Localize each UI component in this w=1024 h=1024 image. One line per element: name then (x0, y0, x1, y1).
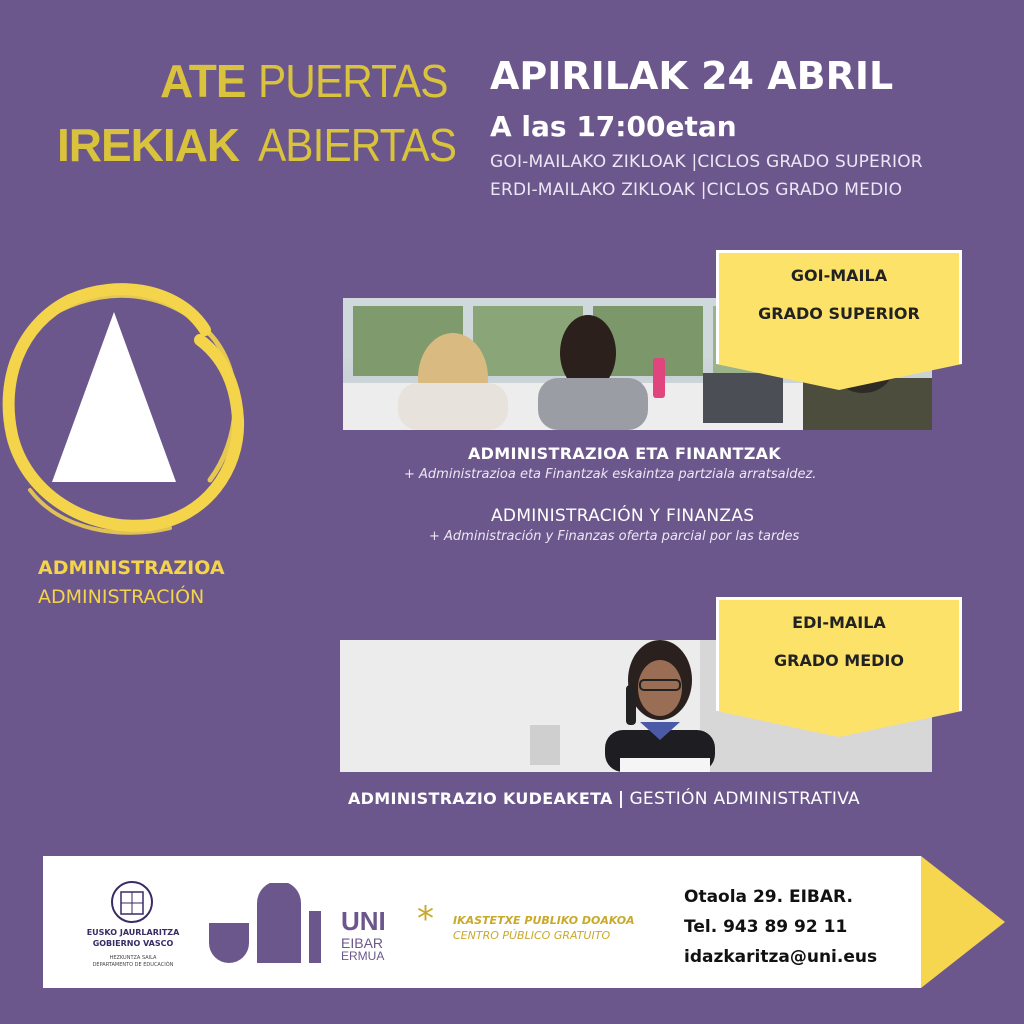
uni-city1: EIBAR (341, 935, 384, 951)
brand-abiertas: ABIERTAS (258, 119, 457, 171)
medio-title-es: GESTIÓN ADMINISTRATIVA (629, 789, 860, 809)
free-school-es: CENTRO PÚBLICO GRATUITO (453, 929, 611, 942)
footer-arrow-icon (921, 856, 1005, 988)
badge-medio-line2: GRADO MEDIO (774, 651, 904, 670)
superior-title-eu: ADMINISTRAZIOA ETA FINANTZAK (468, 444, 782, 463)
contact-phone[interactable]: Tel. 943 89 92 11 (684, 917, 848, 937)
badge-superior-tip (716, 364, 962, 390)
gov-line2: GOBIERNO VASCO (92, 939, 174, 948)
contact-email[interactable]: idazkaritza@uni.eus (684, 947, 878, 967)
brand-puertas: PUERTAS (258, 55, 448, 107)
event-date: APIRILAK 24 ABRIL (490, 54, 894, 98)
cycle-medio-label: ERDI-MAILAKO ZIKLOAK |CICLOS GRADO MEDIO (490, 180, 903, 200)
free-school-eu: IKASTETXE PUBLIKO DOAKOA (453, 914, 635, 927)
cycle-superior-label: GOI-MAILAKO ZIKLOAK |CICLOS GRADO SUPERIOR (490, 152, 923, 172)
asterisk-icon: * (417, 899, 434, 939)
superior-title-es: ADMINISTRACIÓN Y FINANZAS (491, 506, 755, 526)
superior-sub-es: + Administración y Finanzas oferta parcial por las tardes (429, 529, 800, 544)
gov-dept-es: DEPARTAMENTO DE EDUCACIÓN (92, 962, 174, 968)
gobierno-vasco-crest-icon (109, 880, 155, 924)
administration-triangle-icon (0, 270, 250, 550)
superior-sub-eu: + Administrazioa eta Finantzak eskaintza partziala arratsaldez. (404, 467, 817, 482)
footer-panel (43, 856, 921, 988)
badge-grado-superior (716, 250, 962, 364)
gov-dept-eu: HEZKUNTZA SAILA (109, 955, 157, 961)
medio-course-line (348, 789, 860, 809)
uni-logo-icon (209, 883, 339, 965)
gov-line1: EUSKO JAURLARITZA (86, 928, 180, 937)
badge-medio-line1: EDI-MAILA (792, 613, 886, 632)
department-name-eu: ADMINISTRAZIOA (38, 557, 225, 579)
badge-grado-medio (716, 597, 962, 711)
department-name-es: ADMINISTRACIÓN (38, 586, 205, 608)
medio-separator: | (617, 789, 625, 809)
brand-irekiak: IREKIAK (57, 119, 240, 171)
brand-ate: ATE (160, 55, 246, 107)
badge-superior-line1: GOI-MAILA (790, 266, 888, 285)
event-time: A las 17:00etan (490, 110, 737, 143)
uni-city2: ERMUA (341, 949, 385, 963)
badge-medio-tip (716, 711, 962, 737)
medio-title-eu: ADMINISTRAZIO KUDEAKETA (348, 789, 613, 808)
contact-address: Otaola 29. EIBAR. (684, 887, 853, 907)
badge-superior-line2: GRADO SUPERIOR (758, 304, 920, 323)
uni-name: UNI (341, 906, 386, 936)
